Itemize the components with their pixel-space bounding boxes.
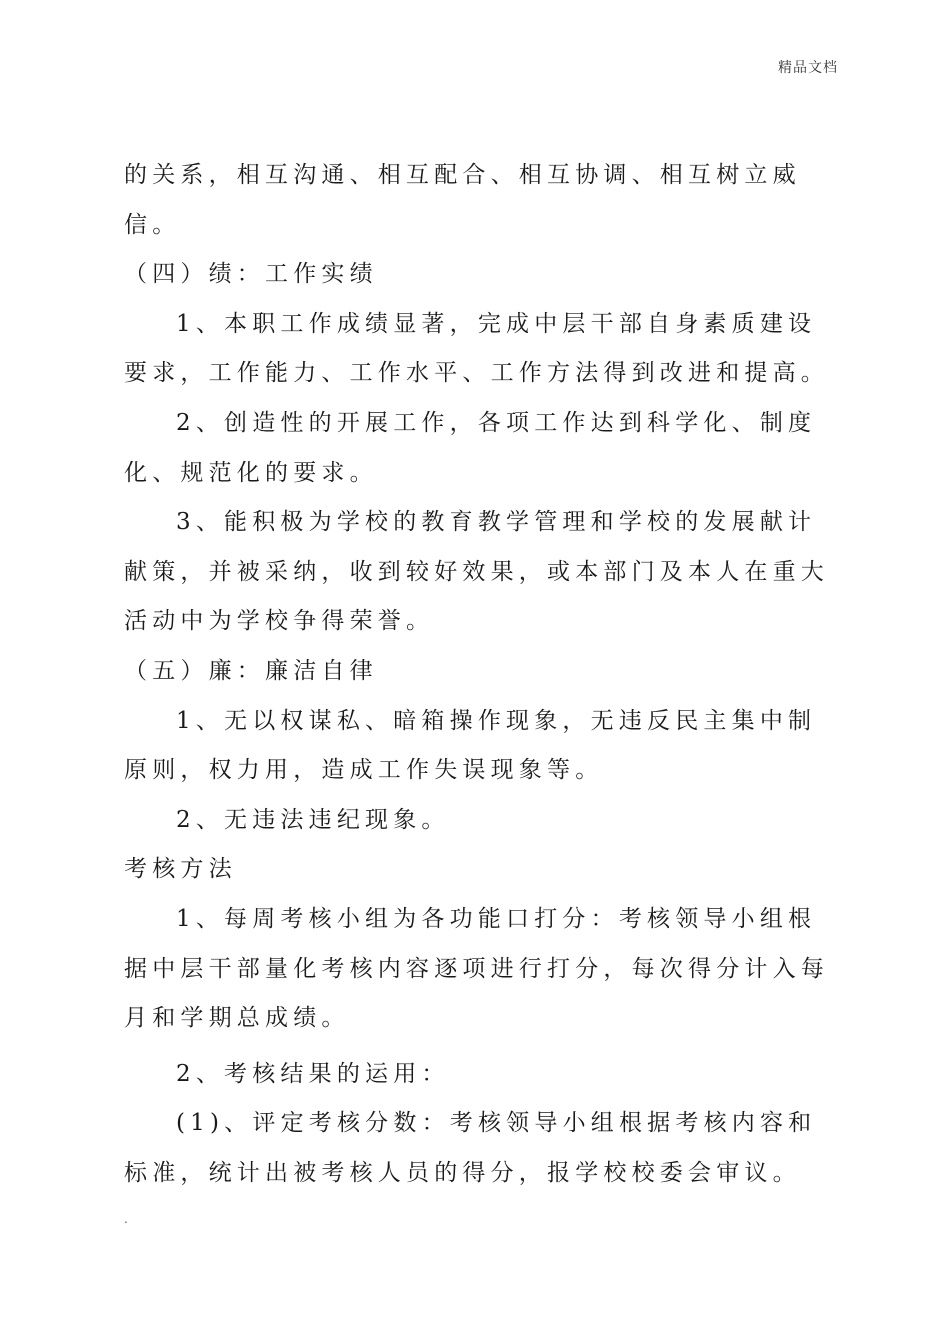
paragraph-achievement-1: 1、本职工作成绩显著，完成中层干部自身素质建设要求，工作能力、工作水平、工作方法得到改进和提高。 bbox=[124, 310, 829, 387]
paragraph-achievement-3: 3、能积极为学校的教育教学管理和学校的发展献计献策，并被采纳，收到较好效果，或本部门及本人在重大活动中为学校争得荣誉。 bbox=[124, 509, 829, 635]
paragraph-achievement-2: 2、创造性的开展工作，各项工作达到科学化、制度化、规范化的要求。 bbox=[124, 409, 817, 486]
document-body bbox=[124, 151, 834, 1198]
paragraph-continuation: 的关系，相互沟通、相互配合、相互协调、相互树立威信。 bbox=[124, 162, 801, 238]
section-heading-method: 考核方法 bbox=[124, 856, 237, 883]
paragraph-method-2-1: (1)、评定考核分数：考核领导小组根据考核内容和标准，统计出被考核人员的得分，报学校校委会审议。 bbox=[124, 1110, 817, 1186]
paragraph-integrity-1: 1、无以权谋私、暗箱操作现象，无违反民主集中制原则，权力用，造成工作失误现象等。 bbox=[124, 707, 817, 784]
footer-mark: . bbox=[124, 1212, 128, 1226]
paragraph-method-2: 2、考核结果的运用： bbox=[176, 1060, 450, 1087]
section-heading-integrity: （五）廉：廉洁自律 bbox=[124, 657, 378, 684]
section-heading-achievement: （四）绩：工作实绩 bbox=[124, 261, 378, 288]
header-tag: 精品文档 bbox=[778, 60, 838, 76]
paragraph-method-1: 1、每周考核小组为各功能口打分：考核领导小组根据中层干部量化考核内容逐项进行打分，每次得分计入每月和学期总成绩。 bbox=[124, 905, 829, 1032]
paragraph-integrity-2: 2、无违法违纪现象。 bbox=[176, 806, 450, 833]
